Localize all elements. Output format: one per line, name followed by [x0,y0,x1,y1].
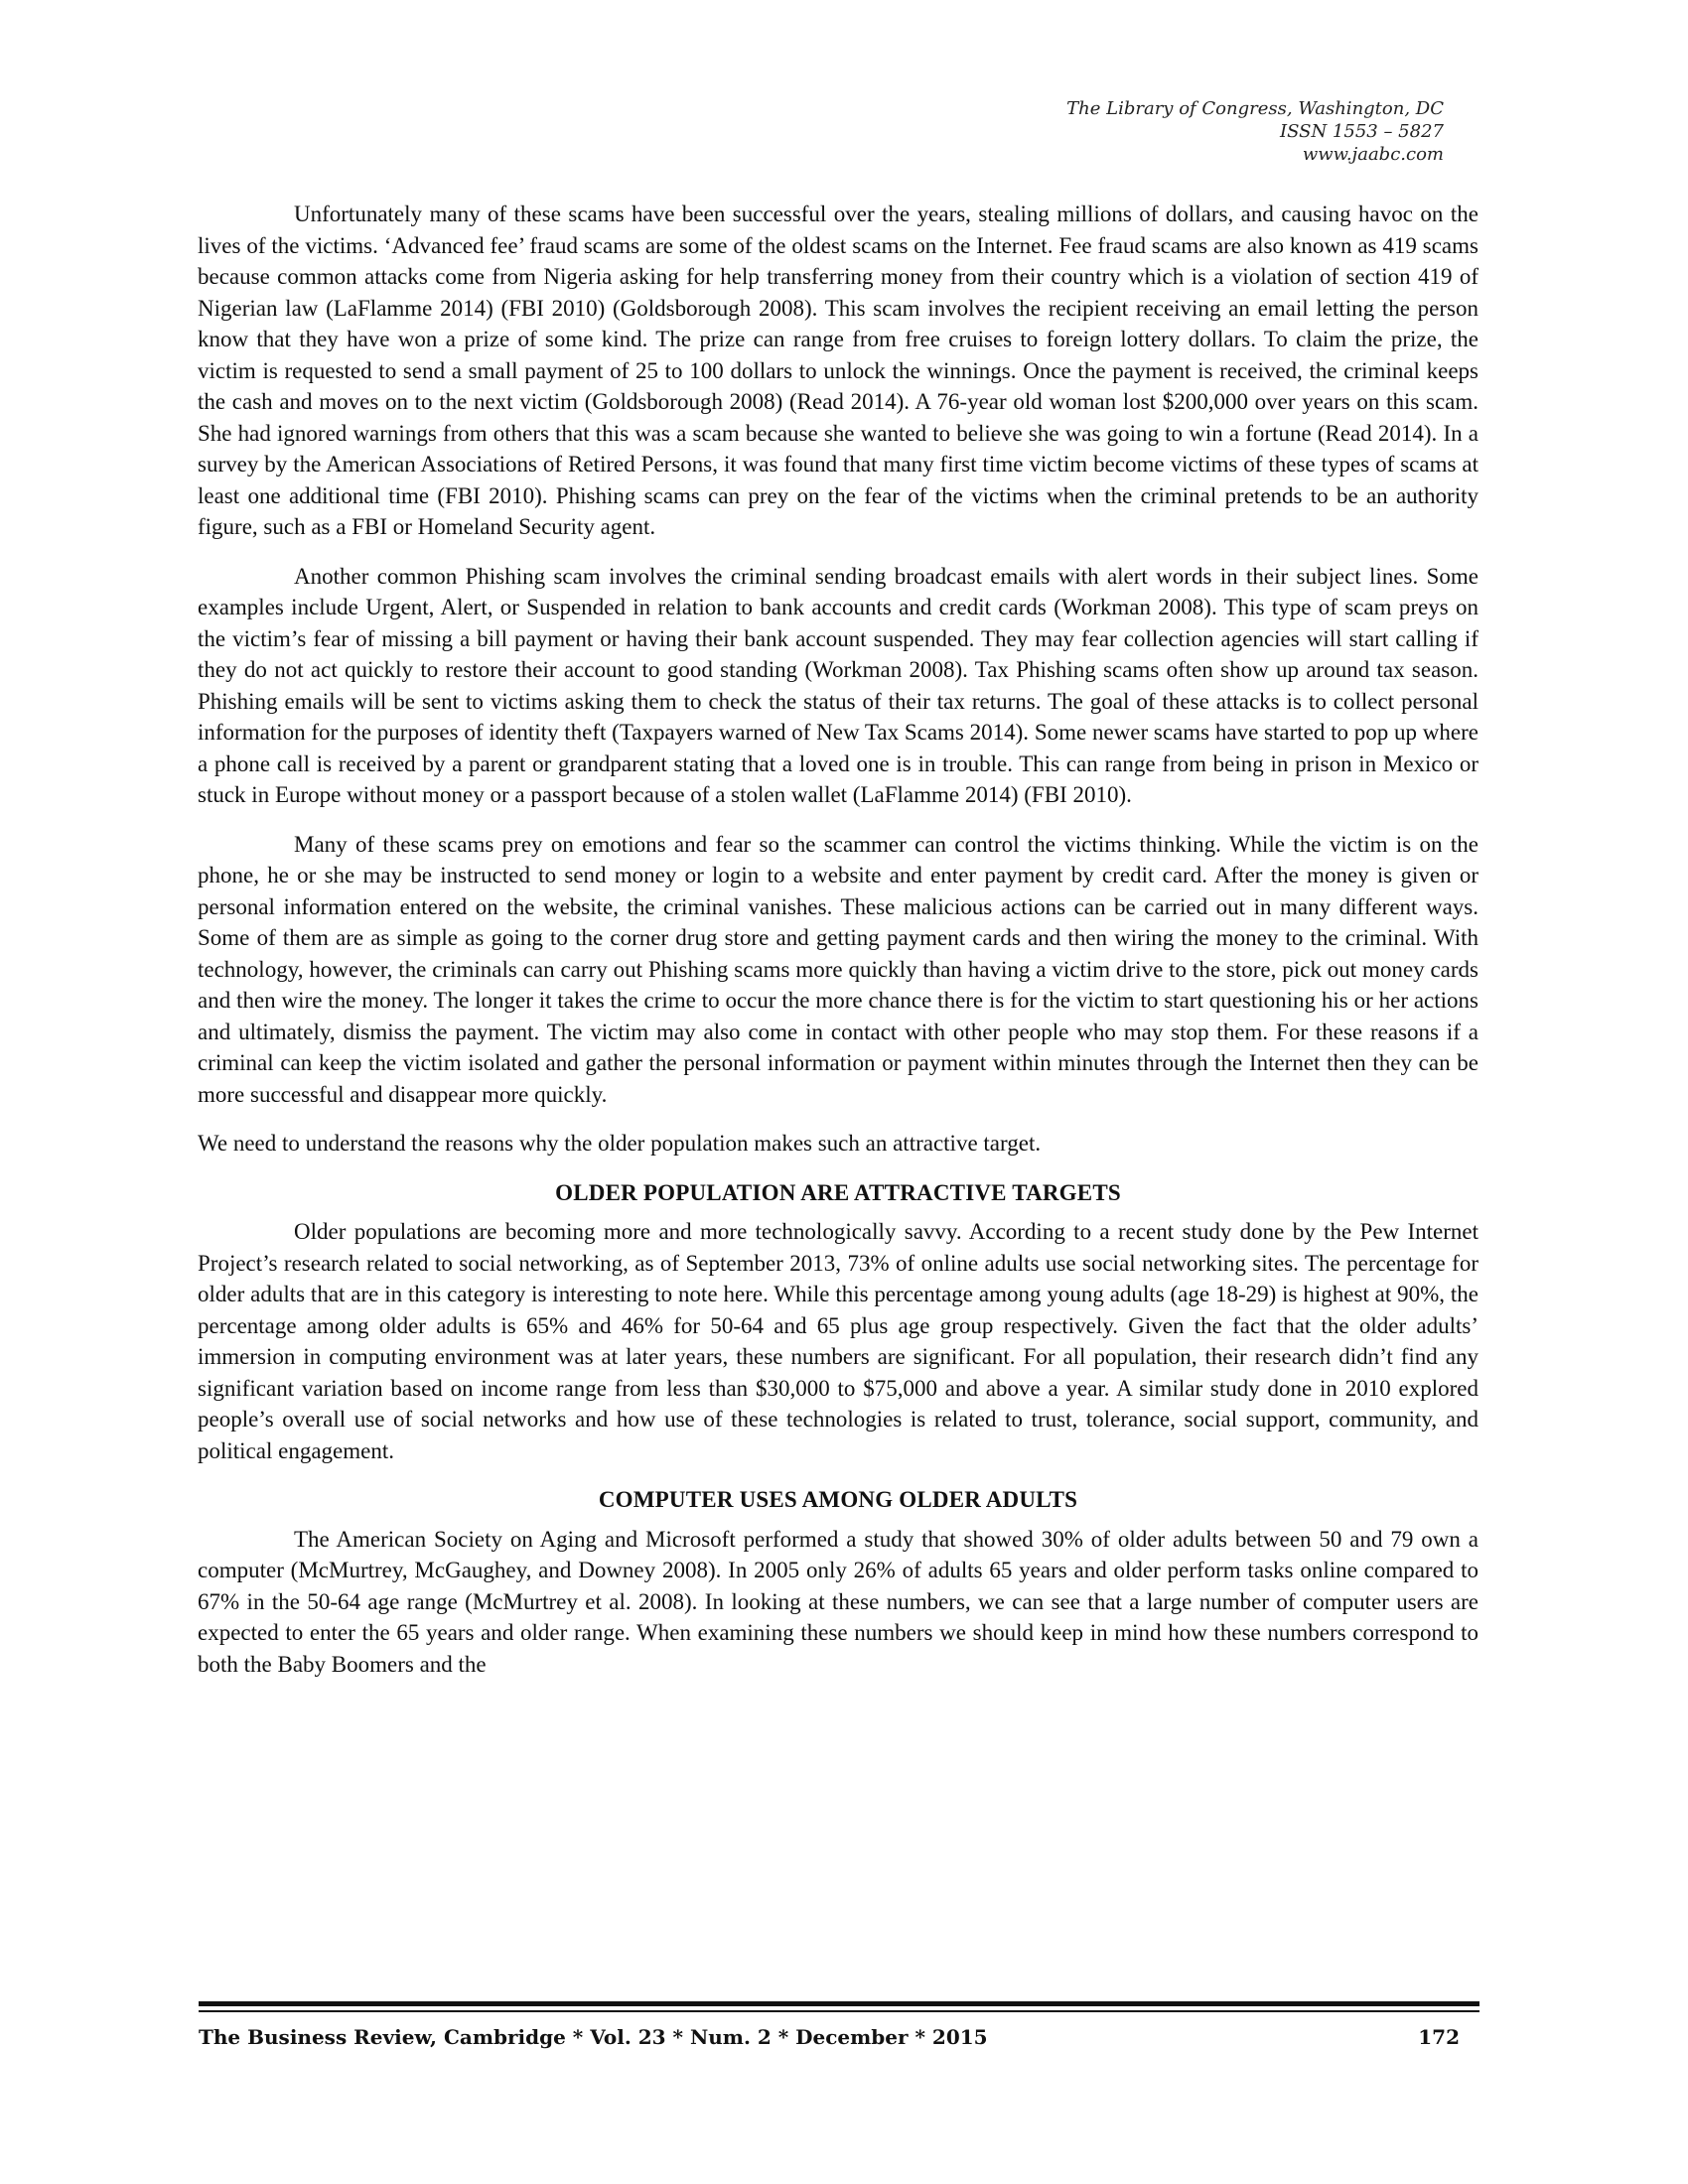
footer-rule-thick [199,2001,1479,2006]
paragraph-transition: We need to understand the reasons why the older population makes such an attractive target. [198,1131,1042,1156]
paragraph-emotion-and-fear: Many of these scams prey on emotions and fear so the scammer can control the victims thinking. While the victim is on the phone, he or she may be instructed to send money or login to a website and enter payment by credit card. After the money is given or personal information entered on the website, the criminal vanishes. These malicious actions can be carried out in many different ways. Some of them are as simple as going to the corner drug store and getting payment cards and then wiring the money to the criminal. With technology, however, the criminals can carry out Phishing scams more quickly than having a victim drive to the store, pick out money cards and then wire the money. The longer it takes the crime to occur the more chance there is for the victim to start questioning his or her actions and ultimately, dismiss the payment. The victim may also come in contact with other people who may stop them. For these reasons if a criminal can keep the victim isolated and gather the personal information or payment within minutes through the Internet then they can be more successful and disappear more quickly. [198,831,1478,1107]
page-number: 172 [1418,2025,1460,2049]
masthead [1066,97,1444,166]
paragraph-asa-microsoft-study: The American Society on Aging and Microsoft performed a study that showed 30% of older adults between 50 and 79 own a computer (McMurtrey, McGaughey, and Downey 2008). In 2005 only 26% of adults 65 years and older perform tasks online compared to 67% in the 50-64 age range (McMurtrey et al. 2008). In looking at these numbers, we can see that a large number of computer users are expected to enter the 65 years and older range. When examining these numbers we should keep in mind how these numbers correspond to both the Baby Boomers and the [198,1526,1478,1677]
masthead-library: The Library of Congress, Washington, DC [1066,98,1444,119]
footer-rule-thin [199,2010,1479,2012]
article-body [198,199,1478,1698]
masthead-website: www.jaabc.com [1302,144,1444,165]
section-heading-computer-uses: COMPUTER USES AMONG OLDER ADULTS [598,1487,1078,1512]
paragraph-tech-savvy: Older populations are becoming more and more technologically savvy. According to a recent study done by the Pew Internet Project’s research related to social networking, as of September 2013, 73% of online adults use social networking sites. The percentage for older adults that are in this category is interesting to note here. While this percentage among young adults (age 18-29) is highest at 90%, the percentage among older adults is 65% and 46% for 50-64 and 65 plus age group respectively. Given the fact that the older adults’ immersion in computing environment was at later years, these numbers are significant. For all population, their research didn’t find any significant variation based on income range from less than $30,000 to $75,000 and above a year. A similar study done in 2010 explored people’s overall use of social networks and how use of these technologies is related to trust, tolerance, social support, community, and political engagement. [198,1219,1478,1463]
footer-journal-citation: The Business Review, Cambridge * Vol. 23 * Num. 2 * December * 2015 [199,2025,988,2049]
masthead-issn: ISSN 1553 – 5827 [1280,121,1444,142]
section-heading-older-population: OLDER POPULATION ARE ATTRACTIVE TARGETS [555,1179,1121,1205]
paragraph-alert-word-phishing: Another common Phishing scam involves the criminal sending broadcast emails with alert words in their subject lines. Some examples include Urgent, Alert, or Suspended in relation to bank accounts and credit cards (Workman 2008). This type of scam preys on the victim’s fear of missing a bill payment or having their bank account suspended. They may fear collection agencies will start calling if they do not act quickly to restore their account to good standing (Workman 2008). Tax Phishing scams often show up around tax season. Phishing emails will be sent to victims asking them to check the status of their tax returns. The goal of these attacks is to collect personal information for the purposes of identity theft (Taxpayers warned of New Tax Scams 2014). Some newer scams have started to pop up where a phone call is received by a parent or grandparent stating that a loved one is in trouble. This can range from being in prison in Mexico or stuck in Europe without money or a passport because of a stolen wallet (LaFlamme 2014) (FBI 2010). [198,563,1478,807]
paragraph-advance-fee-scams: Unfortunately many of these scams have been successful over the years, stealing millions of dollars, and causing havoc on the lives of the victims. ‘Advanced fee’ fraud scams are some of the oldest scams on the Internet. Fee fraud scams are also known as 419 scams because common attacks come from Nigeria asking for help transferring money from their country which is a violation of section 419 of Nigerian law (LaFlamme 2014) (FBI 2010) (Goldsborough 2008). This scam involves the recipient receiving an email letting the person know that they have won a prize of some kind. The prize can range from free cruises to foreign lottery dollars. To claim the prize, the victim is requested to send a small payment of 25 to 100 dollars to unlock the winnings. Once the payment is received, the criminal keeps the cash and moves on to the next victim (Goldsborough 2008) (Read 2014). A 76-year old woman lost $200,000 over years on this scam. She had ignored warnings from others that this was a scam because she wanted to believe she was going to win a fortune (Read 2014). In a survey by the American Associations of Retired Persons, it was found that many first time victim become victims of these types of scams at least one additional time (FBI 2010). Phishing scams can prey on the fear of the victims when the criminal pretends to be an authority figure, such as a FBI or Homeland Security agent. [198,202,1478,539]
